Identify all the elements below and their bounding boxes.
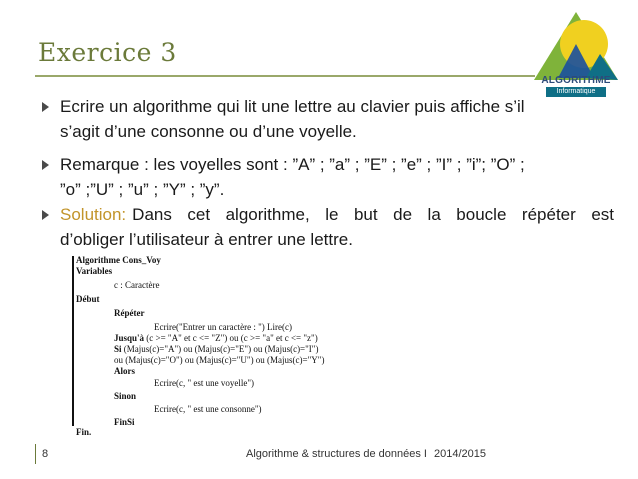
bullet-text [60,152,614,202]
bullet-text [60,202,614,252]
code-line: Fin. [76,427,92,437]
solution-label: Solution: [60,205,127,224]
algorithm-code-image [66,252,366,437]
code-line: Ecrire(c, " est une consonne") [154,404,262,414]
code-line: Répéter [114,308,145,318]
code-line: c : Caractère [114,280,160,290]
footer-course-title: Algorithme & structures de données I [246,448,427,460]
logo-name: ALGORITHME [541,75,611,86]
footer-year: 2014/2015 [434,448,486,460]
bullet-line: Remarque : les voyelles sont : ”A” ; ”a” ; ”E” ; ”e” ; ”I” ; ”i”; ”O” ; [60,155,525,174]
code-line: Algorithme Cons_Voy [76,255,161,265]
logo-subtitle: Informatique [546,87,606,97]
code-line: Alors [114,366,135,376]
code-keyword: Jusqu'à [114,333,145,343]
bullet-1 [42,94,614,146]
bullet-arrow-icon [42,160,49,170]
solution-text: Dans cet algorithme, le but de la boucle répéter est [132,205,614,224]
code-keyword: Si [114,344,122,354]
bullet-line: d’obliger l’utilisateur à entrer une lettre. [60,230,353,249]
footer-divider [35,444,36,464]
code-line: FinSi [114,417,135,427]
bullet-2 [42,152,614,204]
bullet-line: s’agit d’une consonne ou d’une voyelle. [60,122,357,141]
code-text: (c >= "A" et c <= "Z") ou (c >= "a" et c <= "z") [146,333,318,343]
code-line: Début [76,294,100,304]
page-number: 8 [42,448,49,460]
bullet-text [60,94,614,144]
code-margin-bar [72,256,74,426]
code-line: Sinon [114,391,137,401]
bullet-line [60,202,614,227]
bullet-3 [42,202,614,254]
title-underline [35,75,535,77]
code-line: ou (Majus(c)="O") ou (Majus(c)="U") ou (Majus(c)="Y") [114,355,325,365]
bullet-arrow-icon [42,210,49,220]
bullet-line: Ecrire un algorithme qui lit une lettre au clavier puis affiche s’il [60,97,525,116]
bullet-arrow-icon [42,102,49,112]
code-line: Variables [76,266,113,276]
code-line: Ecrire(c, " est une voyelle") [154,378,255,388]
slide-title: Exercice 3 [38,38,177,67]
code-text: (Majus(c)="A") ou (Majus(c)="E") ou (Majus(c)="I") [123,344,319,354]
code-line: Ecrire("Entrer un caractère : ") Lire(c) [154,322,293,332]
bullet-line: ”o” ;”U” ; ”u” ; ”Y” ; ”y”. [60,180,225,199]
